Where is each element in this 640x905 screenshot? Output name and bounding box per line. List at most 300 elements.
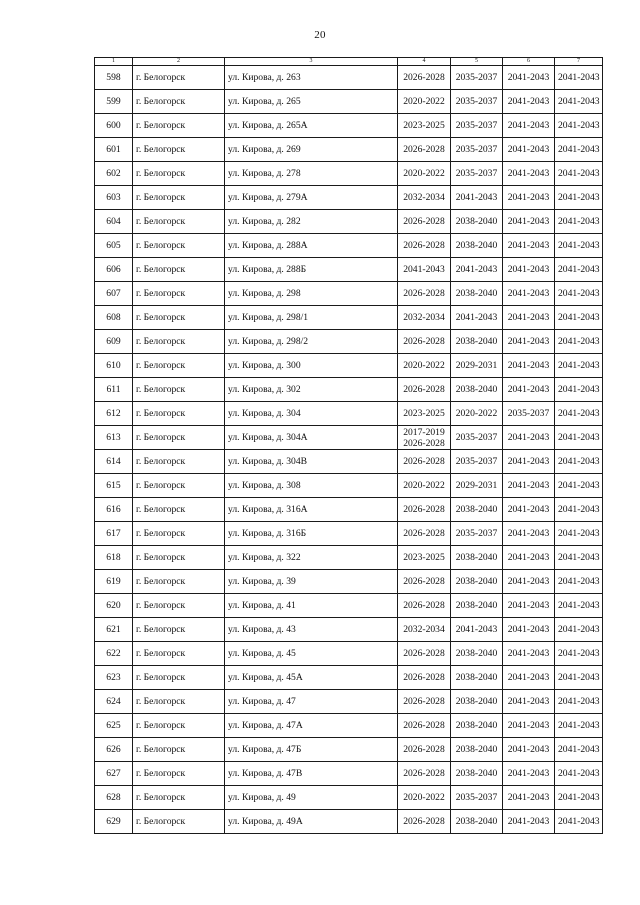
table-row [95,138,603,162]
period-2-cell: 2035-2037 [451,450,503,474]
period-3-cell: 2041-2043 [503,786,555,810]
city-cell: г. Белогорск [133,282,225,306]
address-cell: ул. Кирова, д. 308 [225,474,398,498]
address-cell: ул. Кирова, д. 45 [225,642,398,666]
period-2-cell: 2038-2040 [451,570,503,594]
period-3-cell: 2041-2043 [503,450,555,474]
city-cell: г. Белогорск [133,786,225,810]
period-2-cell: 2041-2043 [451,258,503,282]
table-row [95,306,603,330]
row-number-cell: 599 [95,90,133,114]
period-1-cell [398,594,451,618]
period-3-cell: 2041-2043 [503,762,555,786]
city-cell: г. Белогорск [133,738,225,762]
table-row [95,498,603,522]
period-1-cell [398,786,451,810]
period-3-cell: 2041-2043 [503,474,555,498]
row-number-cell: 617 [95,522,133,546]
period-value: 2026-2028 [403,240,445,251]
period-1-cell [398,666,451,690]
period-4-cell: 2041-2043 [555,570,603,594]
period-2-cell: 2038-2040 [451,378,503,402]
table-row [95,690,603,714]
table-row [95,570,603,594]
period-value: 2026-2028 [403,816,445,827]
row-number-cell: 609 [95,330,133,354]
period-value: 2026-2028 [403,744,445,755]
column-number: 6 [503,58,555,66]
period-4-cell: 2041-2043 [555,234,603,258]
column-number: 5 [451,58,503,66]
period-2-cell: 2038-2040 [451,666,503,690]
period-3-cell: 2041-2043 [503,738,555,762]
table-row [95,594,603,618]
period-value: 2026-2028 [403,648,445,659]
period-1-cell [398,66,451,90]
city-cell: г. Белогорск [133,114,225,138]
period-value: 2032-2034 [403,312,445,323]
address-cell: ул. Кирова, д. 316А [225,498,398,522]
period-value: 2020-2022 [403,480,445,491]
address-cell: ул. Кирова, д. 269 [225,138,398,162]
period-1-cell [398,330,451,354]
period-value: 2026-2028 [403,576,445,587]
period-value: 2020-2022 [403,792,445,803]
period-value: 2020-2022 [403,96,445,107]
period-1-cell [398,282,451,306]
table-row [95,114,603,138]
period-2-cell: 2038-2040 [451,762,503,786]
city-cell: г. Белогорск [133,762,225,786]
row-number-cell: 622 [95,642,133,666]
period-1-cell [398,354,451,378]
period-4-cell: 2041-2043 [555,498,603,522]
table-row [95,162,603,186]
period-2-cell: 2029-2031 [451,354,503,378]
column-number: 4 [398,58,451,66]
period-value: 2032-2034 [403,624,445,635]
table-row [95,378,603,402]
period-1-cell [398,738,451,762]
period-value: 2026-2028 [403,768,445,779]
period-3-cell: 2041-2043 [503,570,555,594]
period-4-cell: 2041-2043 [555,474,603,498]
period-1-cell [398,378,451,402]
address-cell: ул. Кирова, д. 316Б [225,522,398,546]
table-row [95,666,603,690]
table-row [95,210,603,234]
period-4-cell: 2041-2043 [555,378,603,402]
period-4-cell: 2041-2043 [555,690,603,714]
period-4-cell: 2041-2043 [555,330,603,354]
table-row [95,450,603,474]
period-3-cell: 2041-2043 [503,498,555,522]
row-number-cell: 623 [95,666,133,690]
period-3-cell: 2041-2043 [503,426,555,450]
column-number: 1 [95,58,133,66]
city-cell: г. Белогорск [133,330,225,354]
period-value: 2026-2028 [403,144,445,155]
city-cell: г. Белогорск [133,306,225,330]
address-cell: ул. Кирова, д. 49 [225,786,398,810]
period-3-cell: 2041-2043 [503,354,555,378]
row-number-cell: 601 [95,138,133,162]
row-number-cell: 624 [95,690,133,714]
period-3-cell: 2041-2043 [503,690,555,714]
period-3-cell: 2041-2043 [503,666,555,690]
city-cell: г. Белогорск [133,378,225,402]
row-number-cell: 611 [95,378,133,402]
period-value: 2032-2034 [403,192,445,203]
period-3-cell: 2041-2043 [503,138,555,162]
period-2-cell: 2035-2037 [451,162,503,186]
period-2-cell: 2041-2043 [451,186,503,210]
address-cell: ул. Кирова, д. 304А [225,426,398,450]
period-1-cell [398,234,451,258]
period-3-cell: 2035-2037 [503,402,555,426]
period-value: 2023-2025 [403,408,445,419]
period-4-cell: 2041-2043 [555,738,603,762]
period-value: 2026-2028 [403,528,445,539]
period-3-cell: 2041-2043 [503,162,555,186]
address-cell: ул. Кирова, д. 302 [225,378,398,402]
address-cell: ул. Кирова, д. 47В [225,762,398,786]
period-3-cell: 2041-2043 [503,378,555,402]
period-4-cell: 2041-2043 [555,594,603,618]
period-4-cell: 2041-2043 [555,282,603,306]
city-cell: г. Белогорск [133,498,225,522]
period-2-cell: 2038-2040 [451,714,503,738]
address-cell: ул. Кирова, д. 279А [225,186,398,210]
row-number-cell: 605 [95,234,133,258]
row-number-cell: 600 [95,114,133,138]
table-row [95,282,603,306]
period-2-cell: 2041-2043 [451,618,503,642]
period-3-cell: 2041-2043 [503,714,555,738]
period-1-cell [398,210,451,234]
period-3-cell: 2041-2043 [503,66,555,90]
table-row [95,714,603,738]
period-1-cell [398,162,451,186]
period-3-cell: 2041-2043 [503,306,555,330]
period-value: 2026-2028 [403,216,445,227]
table-row [95,426,603,450]
table-row [95,618,603,642]
row-number-cell: 598 [95,66,133,90]
address-cell: ул. Кирова, д. 282 [225,210,398,234]
period-4-cell: 2041-2043 [555,114,603,138]
period-value: 2023-2025 [403,120,445,131]
table-header [95,58,603,66]
address-cell: ул. Кирова, д. 298/1 [225,306,398,330]
city-cell: г. Белогорск [133,546,225,570]
period-4-cell: 2041-2043 [555,354,603,378]
city-cell: г. Белогорск [133,474,225,498]
period-2-cell: 2038-2040 [451,690,503,714]
period-3-cell: 2041-2043 [503,90,555,114]
table-row [95,474,603,498]
period-1-cell [398,402,451,426]
table-row [95,354,603,378]
period-4-cell: 2041-2043 [555,210,603,234]
period-value: 2026-2028 [403,672,445,683]
city-cell: г. Белогорск [133,90,225,114]
address-cell: ул. Кирова, д. 265 [225,90,398,114]
period-1-cell [398,762,451,786]
period-value: 2020-2022 [403,168,445,179]
period-1-cell [398,618,451,642]
city-cell: г. Белогорск [133,426,225,450]
period-1-cell [398,426,451,450]
period-value: 2026-2028 [403,600,445,611]
period-4-cell: 2041-2043 [555,714,603,738]
table-row [95,402,603,426]
table-row [95,90,603,114]
period-3-cell: 2041-2043 [503,546,555,570]
address-cell: ул. Кирова, д. 47А [225,714,398,738]
city-cell: г. Белогорск [133,594,225,618]
address-cell: ул. Кирова, д. 47 [225,690,398,714]
period-1-cell [398,570,451,594]
row-number-cell: 602 [95,162,133,186]
period-4-cell: 2041-2043 [555,90,603,114]
period-4-cell: 2041-2043 [555,642,603,666]
period-value: 2026-2028 [403,72,445,83]
address-cell: ул. Кирова, д. 263 [225,66,398,90]
period-4-cell: 2041-2043 [555,258,603,282]
period-1-cell [398,450,451,474]
period-2-cell: 2035-2037 [451,114,503,138]
period-4-cell: 2041-2043 [555,546,603,570]
city-cell: г. Белогорск [133,642,225,666]
period-value: 2023-2025 [403,552,445,563]
city-cell: г. Белогорск [133,402,225,426]
address-cell: ул. Кирова, д. 47Б [225,738,398,762]
address-cell: ул. Кирова, д. 298 [225,282,398,306]
period-4-cell: 2041-2043 [555,618,603,642]
table-row [95,330,603,354]
address-cell: ул. Кирова, д. 288А [225,234,398,258]
table-row [95,546,603,570]
city-cell: г. Белогорск [133,354,225,378]
table-row [95,66,603,90]
address-cell: ул. Кирова, д. 39 [225,570,398,594]
table-row [95,258,603,282]
schedule-table [94,57,603,834]
row-number-cell: 627 [95,762,133,786]
period-value: 2026-2028 [403,437,445,449]
address-cell: ул. Кирова, д. 41 [225,594,398,618]
period-2-cell: 2038-2040 [451,282,503,306]
city-cell: г. Белогорск [133,66,225,90]
row-number-cell: 615 [95,474,133,498]
period-3-cell: 2041-2043 [503,282,555,306]
period-1-cell [398,474,451,498]
period-2-cell: 2035-2037 [451,138,503,162]
period-3-cell: 2041-2043 [503,114,555,138]
period-1-cell [398,690,451,714]
period-4-cell: 2041-2043 [555,426,603,450]
period-1-cell [398,306,451,330]
address-cell: ул. Кирова, д. 298/2 [225,330,398,354]
period-3-cell: 2041-2043 [503,330,555,354]
period-1-cell [398,186,451,210]
table-row [95,786,603,810]
period-2-cell: 2038-2040 [451,498,503,522]
period-2-cell: 2035-2037 [451,426,503,450]
table-row [95,762,603,786]
period-value: 2026-2028 [403,696,445,707]
period-3-cell: 2041-2043 [503,234,555,258]
period-1-cell [398,90,451,114]
column-number: 7 [555,58,603,66]
row-number-cell: 619 [95,570,133,594]
period-1-cell [398,522,451,546]
period-3-cell: 2041-2043 [503,618,555,642]
period-4-cell: 2041-2043 [555,762,603,786]
period-2-cell: 2038-2040 [451,738,503,762]
period-2-cell: 2035-2037 [451,66,503,90]
city-cell: г. Белогорск [133,210,225,234]
period-2-cell: 2038-2040 [451,594,503,618]
column-number: 2 [133,58,225,66]
city-cell: г. Белогорск [133,618,225,642]
address-cell: ул. Кирова, д. 288Б [225,258,398,282]
city-cell: г. Белогорск [133,690,225,714]
row-number-cell: 608 [95,306,133,330]
city-cell: г. Белогорск [133,714,225,738]
address-cell: ул. Кирова, д. 49А [225,810,398,834]
city-cell: г. Белогорск [133,162,225,186]
period-1-cell [398,642,451,666]
period-4-cell: 2041-2043 [555,306,603,330]
row-number-cell: 620 [95,594,133,618]
period-value: 2017-2019 [403,426,445,438]
period-1-cell [398,138,451,162]
row-number-cell: 626 [95,738,133,762]
period-1-cell [398,498,451,522]
period-3-cell: 2041-2043 [503,522,555,546]
row-number-cell: 613 [95,426,133,450]
period-4-cell: 2041-2043 [555,66,603,90]
row-number-cell: 603 [95,186,133,210]
period-2-cell: 2038-2040 [451,330,503,354]
city-cell: г. Белогорск [133,258,225,282]
period-4-cell: 2041-2043 [555,810,603,834]
period-2-cell: 2035-2037 [451,90,503,114]
table-body [95,66,603,834]
period-4-cell: 2041-2043 [555,522,603,546]
address-cell: ул. Кирова, д. 43 [225,618,398,642]
table-row [95,522,603,546]
page-number: 20 [314,29,326,41]
period-4-cell: 2041-2043 [555,162,603,186]
row-number-cell: 625 [95,714,133,738]
period-3-cell: 2041-2043 [503,258,555,282]
address-cell: ул. Кирова, д. 265А [225,114,398,138]
row-number-cell: 610 [95,354,133,378]
row-number-cell: 612 [95,402,133,426]
period-4-cell: 2041-2043 [555,786,603,810]
period-2-cell: 2038-2040 [451,234,503,258]
address-cell: ул. Кирова, д. 278 [225,162,398,186]
table-row [95,642,603,666]
period-value: 2026-2028 [403,720,445,731]
period-4-cell: 2041-2043 [555,666,603,690]
period-2-cell: 2029-2031 [451,474,503,498]
period-4-cell: 2041-2043 [555,402,603,426]
period-value: 2041-2043 [403,264,445,275]
period-4-cell: 2041-2043 [555,450,603,474]
period-value: 2026-2028 [403,336,445,347]
period-2-cell: 2041-2043 [451,306,503,330]
period-3-cell: 2041-2043 [503,186,555,210]
period-value: 2026-2028 [403,456,445,467]
city-cell: г. Белогорск [133,570,225,594]
period-3-cell: 2041-2043 [503,594,555,618]
period-2-cell: 2038-2040 [451,546,503,570]
period-value: 2026-2028 [403,504,445,515]
table-row [95,186,603,210]
row-number-cell: 606 [95,258,133,282]
table-row [95,810,603,834]
period-2-cell: 2038-2040 [451,642,503,666]
period-value: 2020-2022 [403,360,445,371]
period-1-cell [398,714,451,738]
period-value: 2026-2028 [403,384,445,395]
row-number-cell: 618 [95,546,133,570]
period-2-cell: 2038-2040 [451,810,503,834]
period-3-cell: 2041-2043 [503,642,555,666]
period-2-cell: 2020-2022 [451,402,503,426]
address-cell: ул. Кирова, д. 304В [225,450,398,474]
row-number-cell: 614 [95,450,133,474]
table-row [95,234,603,258]
period-2-cell: 2038-2040 [451,210,503,234]
address-cell: ул. Кирова, д. 322 [225,546,398,570]
period-1-cell [398,114,451,138]
row-number-cell: 629 [95,810,133,834]
address-cell: ул. Кирова, д. 304 [225,402,398,426]
period-1-cell [398,258,451,282]
period-1-cell [398,810,451,834]
address-cell: ул. Кирова, д. 45А [225,666,398,690]
city-cell: г. Белогорск [133,234,225,258]
column-number: 3 [225,58,398,66]
period-1-cell [398,546,451,570]
address-cell: ул. Кирова, д. 300 [225,354,398,378]
city-cell: г. Белогорск [133,522,225,546]
city-cell: г. Белогорск [133,186,225,210]
row-number-cell: 621 [95,618,133,642]
period-2-cell: 2035-2037 [451,522,503,546]
period-value: 2026-2028 [403,288,445,299]
table-row [95,738,603,762]
period-4-cell: 2041-2043 [555,186,603,210]
row-number-cell: 607 [95,282,133,306]
city-cell: г. Белогорск [133,450,225,474]
city-cell: г. Белогорск [133,810,225,834]
city-cell: г. Белогорск [133,666,225,690]
period-3-cell: 2041-2043 [503,210,555,234]
city-cell: г. Белогорск [133,138,225,162]
period-2-cell: 2035-2037 [451,786,503,810]
row-number-cell: 604 [95,210,133,234]
period-3-cell: 2041-2043 [503,810,555,834]
period-4-cell: 2041-2043 [555,138,603,162]
row-number-cell: 616 [95,498,133,522]
row-number-cell: 628 [95,786,133,810]
